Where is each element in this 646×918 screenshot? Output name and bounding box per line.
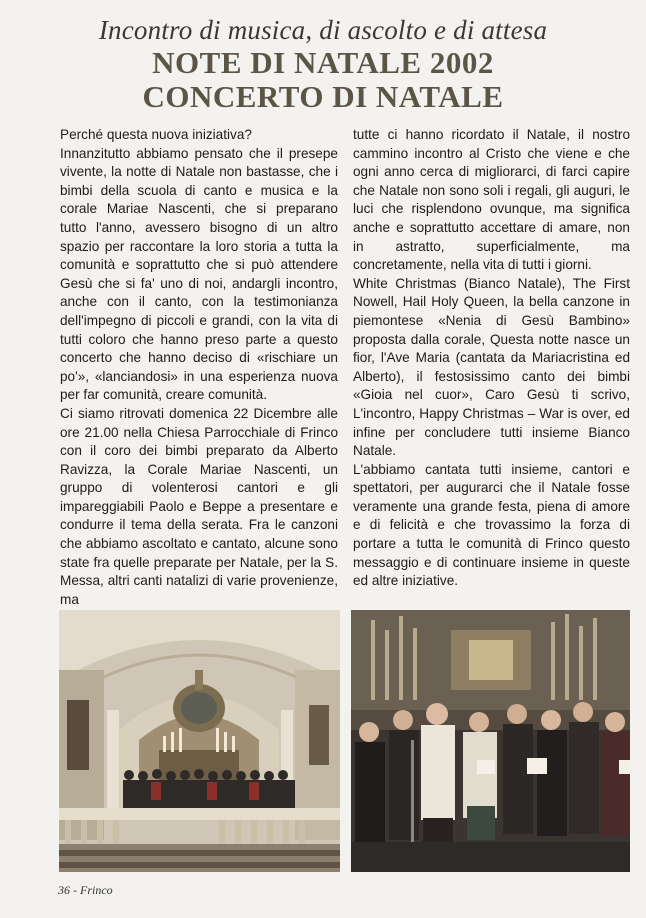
article-title-line-2: CONCERTO DI NATALE [142,79,504,114]
text-column-left [60,126,338,609]
paragraph: tutte ci hanno ricordato il Natale, il nostro cammino incontro al Cristo che viene e che ogni anno cerca di migliorarci, di farci capire che Natale non sono soli i regali, gli auguri, le luci che risplendono ovunque, ma significa anche e soprattutto accettare di amare, non in astratto, superficialmente, ma concretamente, nella vita di tutti i giorni. [353,127,630,273]
article-subtitle: Incontro di musica, di ascolto e di attesa [98,15,548,45]
church-interior-photo [59,610,340,872]
paragraph: Ci siamo ritrovati domenica 22 Dicembre alle ore 21.00 nella Chiesa Parrocchiale di Frinco con il coro dei bimbi preparato da Alberto Ravizza, la Corale Mariae Nascenti, un gruppo di volenterosi cantori e gli impareggiabili Paolo e Beppe a presentare e condurre il tema della serata. Fra le canzoni che abbiamo ascoltato e cantato, alcune sono state fra quelle preparate per Natale, per la S. Messa, altri canti natalizi di varie provenienze, ma [60,405,338,607]
article-title-line-1: NOTE DI NATALE 2002 [152,45,494,80]
article-header [0,14,646,114]
paragraph: Innanzitutto abbiamo pensato che il presepe vivente, la notte di Natale non bastasse, che i bimbi della scuola di canto e musica e la corale Mariae Nascenti, che si preparano tutto l'anno, avessero bisogno di un altro spazio per raccontare la loro storia a tutta la comunità e soprattutto che si può attendere Gesù che si fa' uno di noi, andargli incontro, anche con il canto, con la testimonianza dell'impegno di piccoli e grandi, con la vita di tutti coloro che hanno preso parte a questo concerto che hanno deciso di «rischiare un po'», «lanciandosi» in una esperienza nuova per far comunità, creare comunità. [60,145,338,403]
text-column-right [353,126,630,591]
paragraph: Perché questa nuova iniziativa? [60,127,252,142]
page-footer: 36 - Frinco [58,883,113,897]
paragraph: White Christmas (Bianco Natale), The First Nowell, Hail Holy Queen, la bella canzone in piemontese «Nenia di Gesù Bambino» proposta dalla corale, Questa notte nasce un fior, l'Ave Maria (cantata da Mariacristina ed Alberto), il festosissimo canto dei bimbi «Gioia nel cuor», Caro Gesù ti scrivo, L'incontro, Happy Christmas – War is over, ed infine per concludere tutti insieme Bianco Natale. [353,275,630,459]
choir-singing-photo [351,610,630,872]
paragraph: L'abbiamo cantata tutti insieme, cantori e spettatori, per augurarci che il Natale fosse veramente una grande festa, piena di amore e di felicità e che trovassimo la forza di portare a tutta le comunità di Frinco questo messaggio e di continuare insieme in queste ed altre iniziative. [353,461,630,589]
